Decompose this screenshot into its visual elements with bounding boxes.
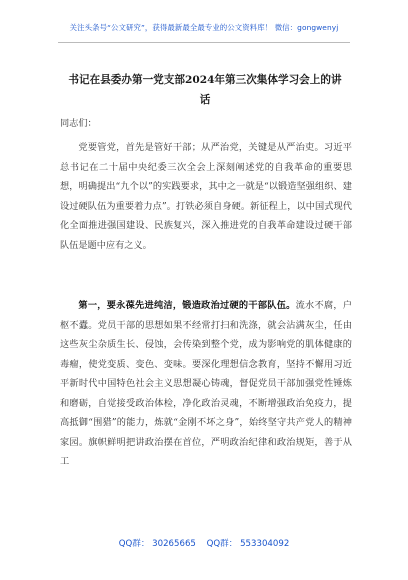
paragraph-2: [60, 296, 352, 472]
paragraph-2-body: 流水不腐，户枢不蠹。党员干部的思想如果不经常打扫和洗涤，就会沾满灰尘，任由这些灰尘杂质生长、侵蚀，会传染到整个党，成为影响党的肌体健康的毒瘤，使党变质、变色、变味。要深化理想信念教育，坚持不懈用习近平新时代中国特色社会主义思想凝心铸魂，督促党员干部加强党性锤炼和磨砺，自觉接受政治体检，净化政治灵魂，不断增强政治免疫力，提高抵御“围猎”的能力，炼就“金刚不坏之身”，始终坚守共产党人的精神家园。旗帜鲜明把讲政治摆在首位，严明政治纪律和政治规矩，善于从工: [60, 300, 352, 467]
footer: [0, 537, 408, 549]
paragraph-1: 党要管党，首先是管好干部；从严治党，关键是从严治吏。习近平总书记在二十届中央纪委三次全会上深刻阐述党的自我革命的重要思想，明确提出“九个以”的实践要求，其中之一就是“以锻造坚强组织、建设过硬队伍为重要着力点”。打铁必须自身硬。新征程上，以中国式现代化全面推进强国建设、民族复兴，深入推进党的自我革命建设过硬干部队伍是题中应有之义。: [60, 142, 352, 251]
paragraph-2-lead: 第一，要永葆先进纯洁，锻造政治过硬的干部队伍。: [78, 300, 296, 311]
footer-qq-group-2: QQ群： 553304092: [206, 539, 290, 549]
salutation: 同志们：: [60, 118, 97, 129]
footer-qq-group-1: QQ群： 30265665: [118, 539, 196, 549]
header-banner: 关注头条号“公文研究”，获得最新最全最专业的公文资料库！ 微信：gongwenyj: [69, 23, 339, 32]
document-title: 书记在县委办第一党支部2024年第三次集体学习会上的讲话: [68, 74, 342, 106]
header-divider: [58, 42, 350, 43]
